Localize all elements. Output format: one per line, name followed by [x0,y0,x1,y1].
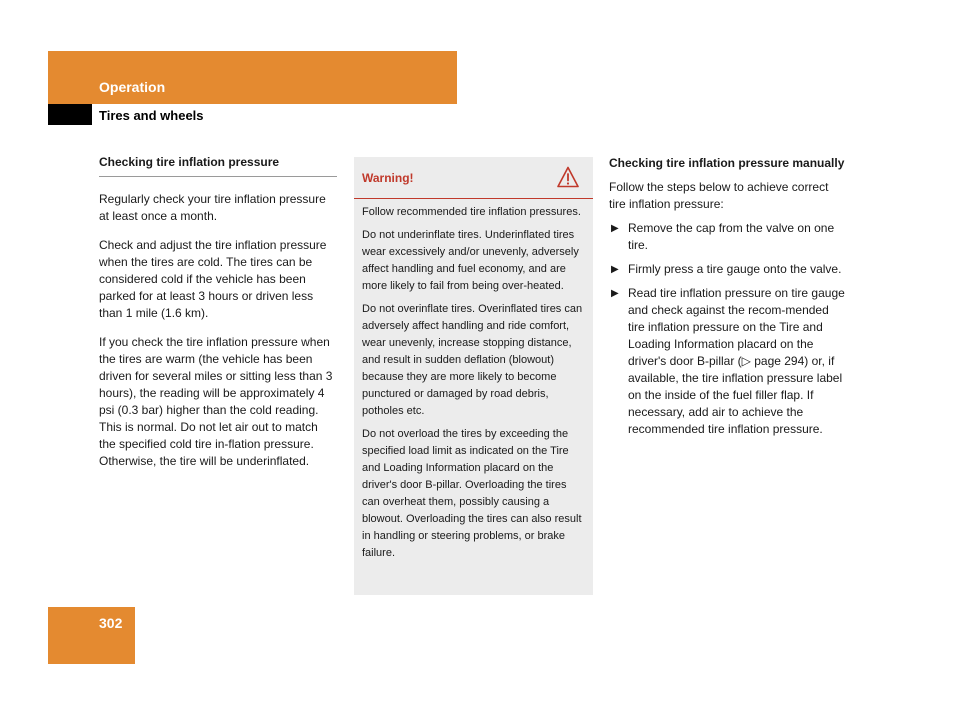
left-paragraph: Check and adjust the tire inflation pressure when the tires are cold. The tires can be considered cold if the vehicle has been parked for at least 3 hours or driven less than 1 mile (1.6 km). [99,238,327,320]
bullet-icon: ▶ [611,288,619,299]
warning-paragraph: Do not overinflate tires. Overinflated tires can adversely affect handling and ride comfort, wear unevenly, increase stopping distance, and result in sudden deflation (blowout) because they are more likely to become punctured or damaged by road debris, potholes etc. [362,303,583,417]
right-column [609,155,847,438]
warning-triangle-icon [557,166,579,188]
warning-paragraph: Do not underinflate tires. Underinflated tires wear excessively and/or unevenly, adversely affect handling and fuel economy, and are more likely to fail from being over-heated. [362,229,579,292]
warning-body [354,204,593,562]
step-text: Remove the cap from the valve on one tire. [628,221,835,252]
header-marker [48,104,92,125]
right-intro: Follow the steps below to achieve correct tire inflation pressure: [609,180,829,211]
bullet-icon: ▶ [611,264,619,275]
subsection-title: Tires and wheels [99,108,204,123]
left-heading: Checking tire inflation pressure [99,155,337,177]
page-number: 302 [99,615,123,631]
list-item [609,261,847,278]
step-text: Firmly press a tire gauge onto the valve. [628,262,842,276]
section-title: Operation [99,79,166,95]
warning-header [354,157,593,199]
list-item [609,285,847,438]
warning-paragraph: Follow recommended tire inflation pressures. [362,206,581,218]
left-paragraph: Regularly check your tire inflation pressure at least once a month. [99,192,326,223]
warning-title: Warning! [362,171,414,185]
warning-box [354,157,593,595]
step-text: Read tire inflation pressure on tire gauge and check against the recom-mended tire inflation pressure on the Tire and Loading Information placard on the driver's door B-pillar (▷ page 294) or, if available, the tire inflation pressure label on the inside of the fuel filler flap. If necessary, add air to achieve the recommended tire inflation pressure. [628,286,845,436]
warning-paragraph: Do not overload the tires by exceeding the specified load limit as indicated on the Tire and Loading Information placard on the driver's door B-pillar. Overloading the tires can overheat them, possibly causing a blowout. Overloading the tires can also result in handling or steering problems, or brake failure. [362,428,582,559]
right-heading: Checking tire inflation pressure manually [609,156,845,170]
left-paragraph: If you check the tire inflation pressure when the tires are warm (the vehicle has been driven for several miles or sitting less than 3 hours), the reading will be approximately 4 psi (0.3 bar) higher than the cold reading. This is normal. Do not let air out to match the specified cold tire in-flation pressure. Otherwise, the tire will be underinflated. [99,335,333,468]
list-item [609,220,847,254]
bullet-icon: ▶ [611,223,619,234]
steps-list [609,220,847,438]
left-column [99,155,337,470]
header-band [48,51,457,104]
